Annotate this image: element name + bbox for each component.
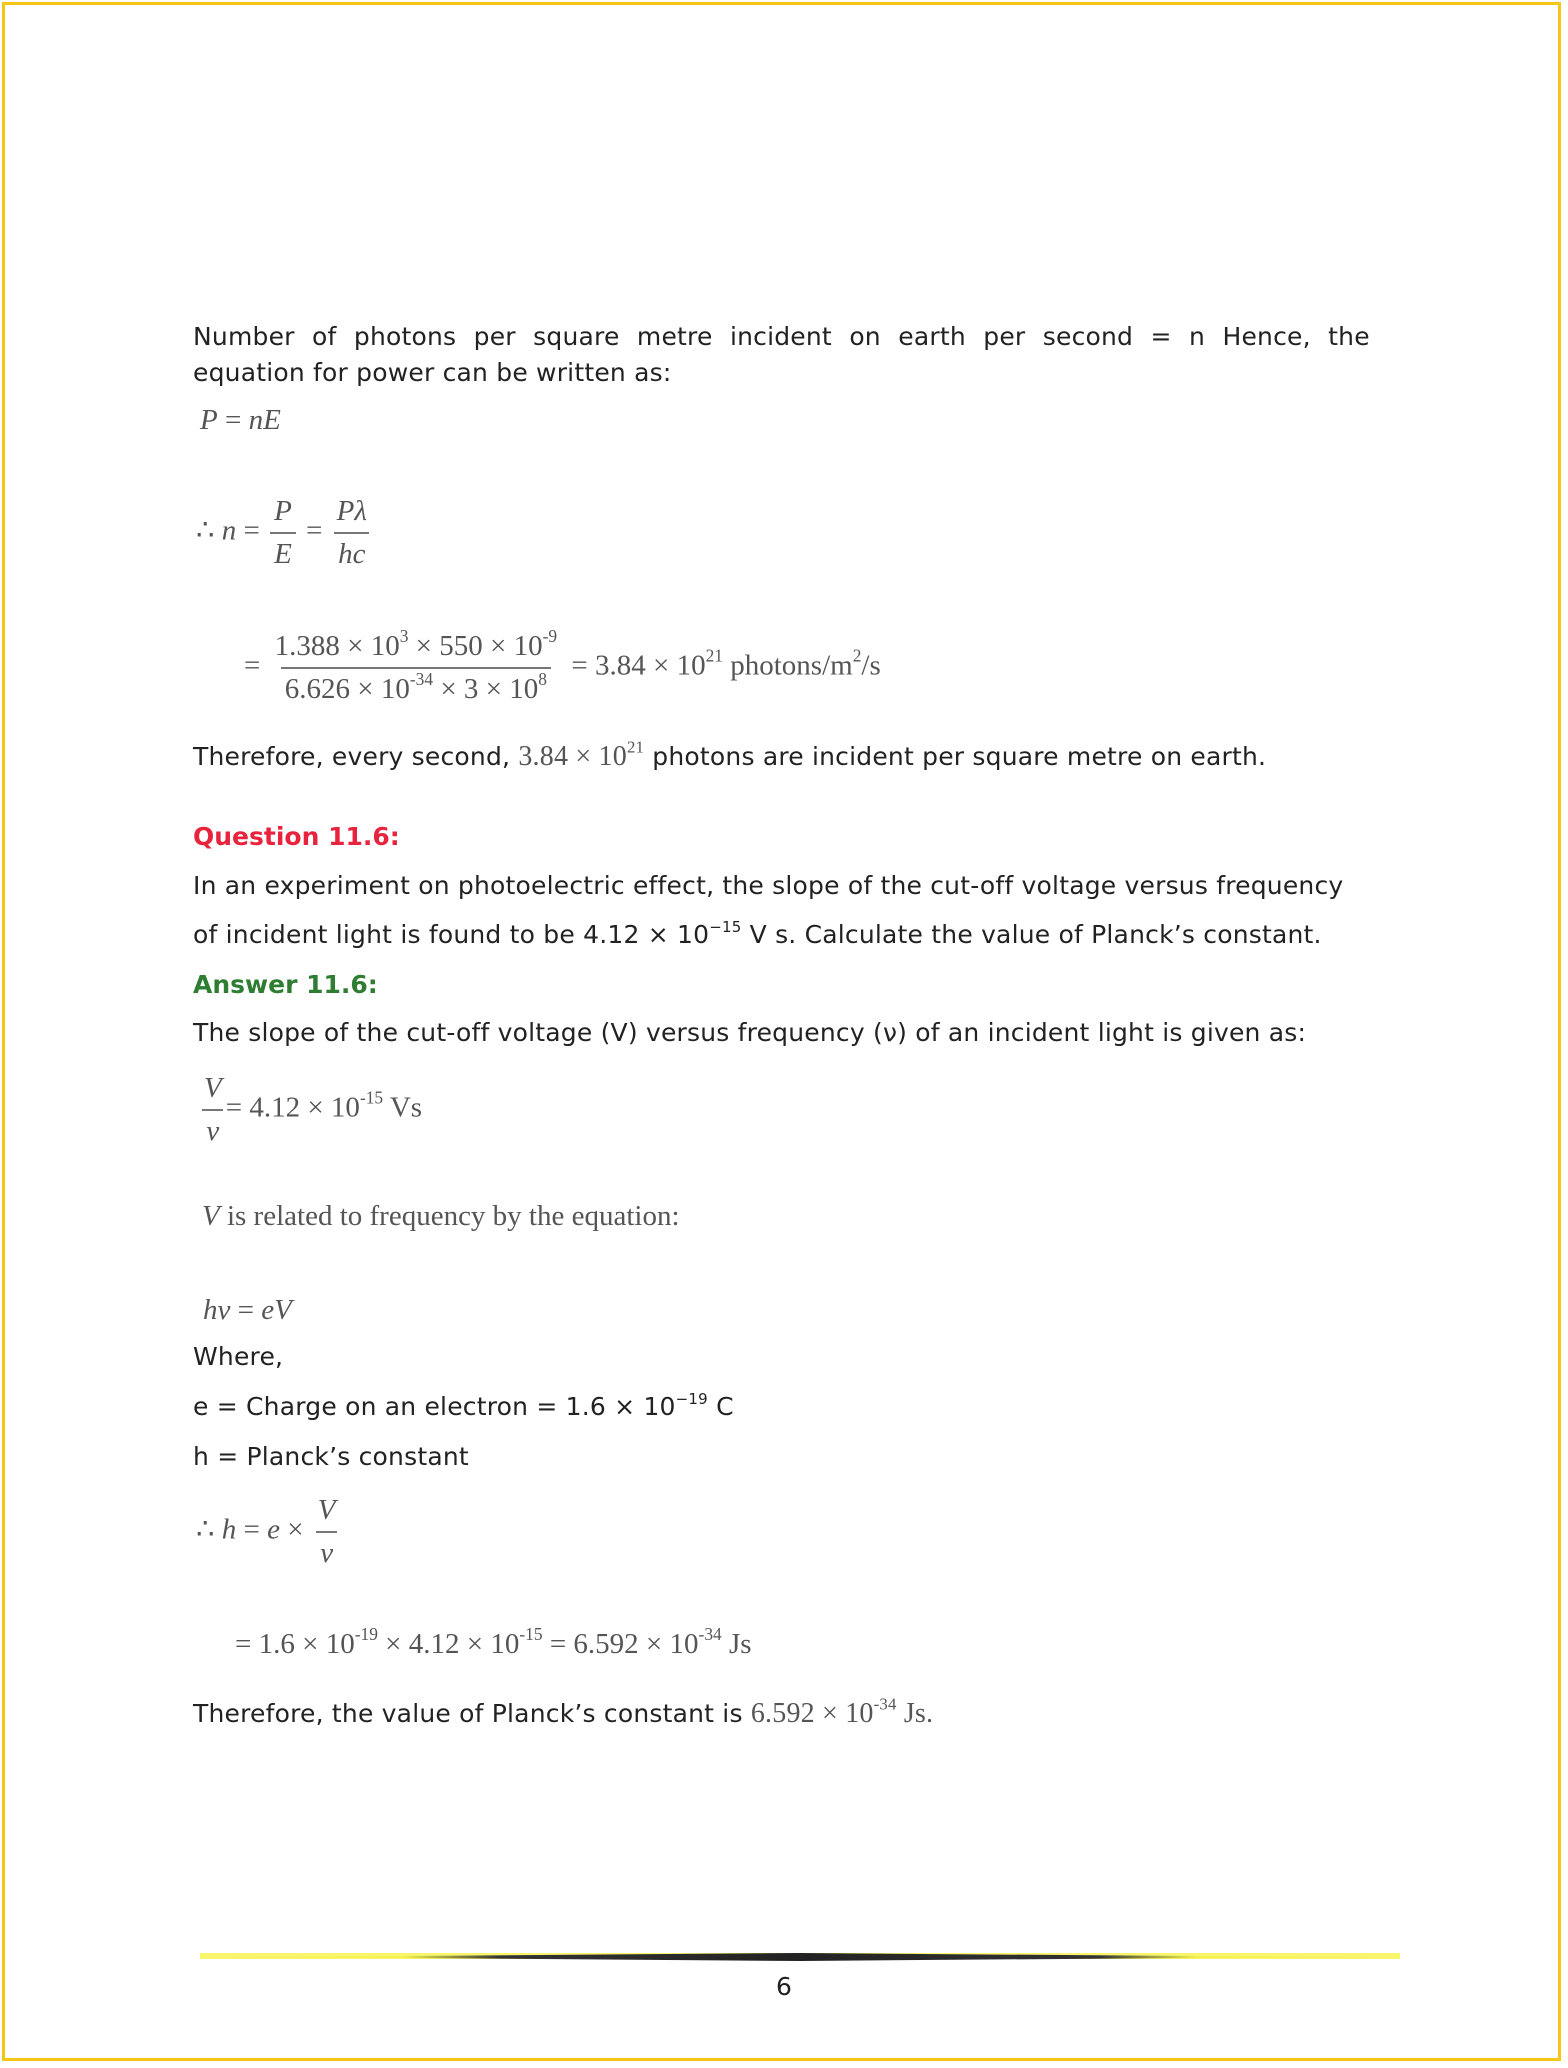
eq-symbol: n (221, 514, 237, 547)
exponent: -15 (359, 1087, 384, 1108)
word: n (1189, 322, 1206, 351)
eq-sign: = (217, 404, 249, 436)
eq-symbol: e (267, 1513, 280, 1546)
eq-symbol: eV (261, 1294, 292, 1326)
question-line-1: In an experiment on photoelectric effect, the slope of the cut-off voltage versus frequency (193, 871, 1344, 900)
equation-photon-count (244, 625, 881, 706)
text: V s. Calculate the value of Planck’s constant. (741, 920, 1322, 949)
num-part: × 550 × 10 (408, 630, 543, 662)
therefore-symbol: ∴ (196, 1513, 215, 1546)
inline-math (750, 1694, 934, 1729)
exponent: 21 (626, 737, 645, 757)
exponent: -9 (542, 625, 558, 646)
exponent: −19 (675, 1389, 708, 1408)
result: = 3.84 × 10 (571, 649, 706, 682)
definition-e (193, 1389, 734, 1421)
text: C (707, 1392, 734, 1421)
unit: /s (861, 649, 881, 682)
word: photons (353, 322, 457, 351)
where-label: Where, (193, 1342, 284, 1371)
related-text (202, 1200, 680, 1233)
word: metre (636, 322, 713, 351)
denominator: E (270, 532, 296, 571)
unit: photons/m (723, 649, 853, 682)
fraction-plambda-over-hc (333, 495, 371, 571)
value: 3.84 × 10 (518, 741, 627, 772)
eq-sign: = (236, 1513, 268, 1546)
exponent: −15 (709, 917, 742, 936)
word: per (473, 322, 516, 351)
word: on (849, 322, 881, 351)
text: Therefore, the value of Planck’s constant is (193, 1699, 743, 1728)
eq-sign: = (230, 1294, 262, 1326)
word: the (1328, 322, 1370, 351)
word: Hence, (1222, 322, 1311, 351)
equation-power (200, 404, 281, 437)
eq-symbol: nE (248, 404, 281, 436)
word: per (983, 322, 1026, 351)
unit: Js (721, 1628, 752, 1660)
exponent: 21 (705, 645, 723, 666)
eq-symbol: P (200, 404, 218, 436)
word: of (312, 322, 337, 351)
eq-symbol: hν (203, 1294, 231, 1326)
num-part: 1.388 × 10 (274, 630, 400, 662)
exponent: -34 (873, 1694, 897, 1714)
equation-relation (203, 1294, 292, 1327)
exponent: -15 (519, 1623, 543, 1644)
text: is related to frequency by the equation: (219, 1200, 680, 1232)
value: = 6.592 × 10 (542, 1628, 699, 1660)
equation-h (196, 1494, 343, 1570)
conclusion-photons (193, 737, 1267, 773)
therefore-symbol: ∴ (196, 514, 215, 547)
denominator (281, 667, 551, 706)
den-part: × 3 × 10 (433, 673, 539, 705)
conclusion-planck (193, 1694, 934, 1730)
word: second (1042, 322, 1134, 351)
equation-n (196, 495, 374, 571)
page-number: 6 (776, 1972, 792, 2001)
word: earth (898, 322, 966, 351)
fraction-p-over-e (270, 495, 296, 571)
intro-line-1 (193, 322, 1370, 351)
question-heading: Question 11.6: (193, 822, 400, 851)
numerator (271, 625, 562, 667)
exponent: -19 (354, 1623, 378, 1644)
equation-h-value (235, 1623, 752, 1661)
times-sign: × (279, 1513, 311, 1546)
numerator: V (204, 1072, 222, 1104)
numerator: P (274, 495, 292, 527)
inline-math (518, 737, 645, 772)
fraction-v-over-nu (200, 1072, 226, 1148)
fraction-calculation (271, 625, 562, 706)
text: e = Charge on an electron = 1.6 × 10 (193, 1392, 676, 1421)
eq-sign: = (236, 514, 268, 547)
exponent: 8 (538, 668, 547, 689)
eq-symbol: h (221, 1513, 237, 1546)
equation-slope (200, 1072, 422, 1148)
den-part: 6.626 × 10 (284, 673, 410, 705)
numerator: V (317, 1494, 336, 1526)
definition-h: h = Planck’s constant (193, 1442, 469, 1471)
value: × 4.12 × 10 (377, 1628, 520, 1660)
fraction-v-over-nu (314, 1494, 340, 1570)
denominator: ν (202, 1109, 223, 1148)
text: Therefore, every second, (193, 742, 511, 771)
answer-heading: Answer 11.6: (193, 970, 378, 999)
word: Number (193, 322, 295, 351)
value: = 1.6 × 10 (235, 1628, 355, 1660)
eq-sign: = (306, 514, 330, 547)
eq-symbol: V (202, 1200, 220, 1232)
unit: Js. (896, 1698, 934, 1729)
exponent: -34 (698, 1623, 722, 1644)
word: square (533, 322, 620, 351)
denominator: hc (334, 532, 369, 571)
text: photons are incident per square metre on earth. (652, 742, 1267, 771)
value: = 4.12 × 10 (225, 1091, 360, 1124)
question-line-2 (193, 917, 1322, 949)
denominator: ν (316, 1531, 337, 1570)
value: 6.592 × 10 (750, 1698, 874, 1729)
answer-slope-text: The slope of the cut-off voltage (V) versus frequency (ν) of an incident light is given as: (193, 1018, 1307, 1047)
exponent: -34 (409, 668, 434, 689)
text: of incident light is found to be 4.12 × 10 (193, 920, 710, 949)
numerator: Pλ (336, 495, 367, 527)
eq-sign: = (244, 649, 261, 682)
exponent: 2 (852, 645, 862, 666)
intro-line-2: equation for power can be written as: (193, 358, 672, 387)
exponent: 3 (399, 625, 409, 646)
word: incident (729, 322, 832, 351)
word: = (1150, 322, 1172, 351)
unit: Vs (383, 1091, 423, 1124)
